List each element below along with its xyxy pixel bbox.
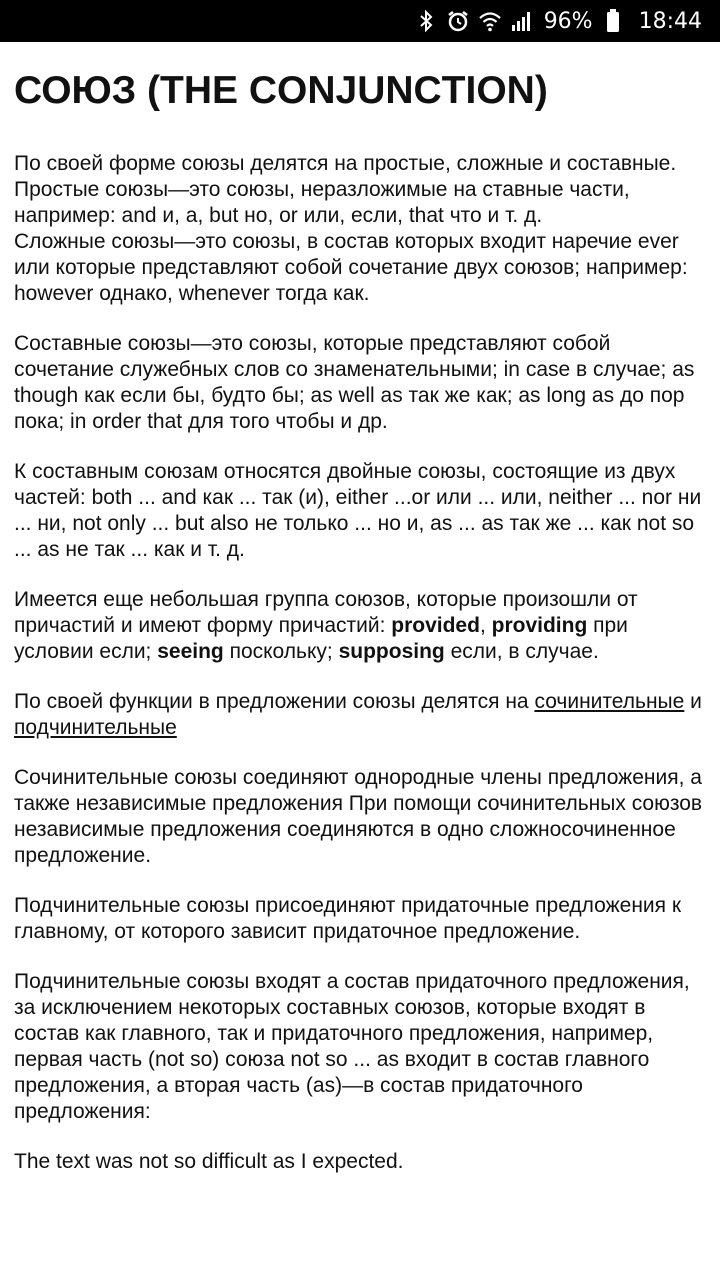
paragraph-compound: Составные союзы—это союзы, которые представляют собой сочетание служебных слов со знаменательными; in case в случае; as though как если бы, будто бы; as well as так же как; as long as до пор пока; in order that для того чтобы и др. (14, 331, 695, 433)
paragraph-participles (14, 587, 706, 665)
alarm-icon (446, 9, 470, 33)
paragraph-coordinating: Сочинительные союзы соединяют однородные члены предложения, а также независимые предложения При помощи сочинительных союзов независимые предложения соединяются в одно сложносочиненное предложение. (14, 765, 703, 867)
paragraph-forms (14, 151, 706, 307)
paragraph-double: К составным союзам относятся двойные союзы, состоящие из двух частей: both ... and как ... так (и), either ...or или ... или, neither ... nor ни ... ни, not only ... but also не только ... но и, as ... as так же ... как not so ... as не так ... как и т. д. (14, 459, 702, 561)
term-seeing: seeing (157, 639, 224, 663)
term-provided: provided (391, 613, 480, 637)
text-segment: Имеется еще небольшая группа союзов, которые произошли от причастий и имеют форму причастий: (14, 587, 638, 637)
term-providing: providing (491, 613, 588, 637)
term-supposing: supposing (338, 639, 445, 663)
paragraph-forms-line-3: Сложные союзы—это союзы, в состав которых входит наречие ever или которые представляют собой сочетание двух союзов; например: however однако, whenever тогда как. (14, 229, 688, 305)
paragraph-subordinating-detail: Подчинительные союзы входят а состав придаточного предложения, за исключением некоторых составных союзов, которые входят в состав как главного, так и придаточного предложения, например, первая часть (not so) союза not so ... as входит в состав главного предложения, а вторая часть (as)—в состав придаточного предложения: (14, 969, 690, 1123)
battery-percentage: 96% (543, 8, 593, 34)
text-segment: и (684, 689, 702, 713)
text-segment: если, в случае. (444, 639, 599, 663)
paragraph-function (14, 689, 706, 741)
paragraph-subordinating: Подчинительные союзы присоединяют придаточные предложения к главному, от которого зависит придаточное предложение. (14, 893, 682, 943)
signal-icon (510, 9, 534, 33)
paragraph-forms-line-1: По своей форме союзы делятся на простые, сложные и составные. (14, 151, 677, 175)
clock: 18:44 (638, 8, 702, 34)
link-subordinating[interactable]: подчинительные (14, 715, 177, 739)
article (0, 42, 720, 1175)
paragraph-example: The text was not so difficult as I expected. (14, 1149, 404, 1173)
text-segment: По своей функции в предложении союзы делятся на (14, 689, 535, 713)
link-coordinating[interactable]: сочинительные (534, 689, 685, 713)
battery-icon (601, 9, 625, 33)
paragraph-forms-line-2: Простые союзы—это союзы, неразложимые на ставные части, например: and и, a, but но, or или, если, that что и т. д. (14, 177, 630, 227)
text-segment: поскольку; (223, 639, 339, 663)
page-title: СОЮЗ (THE CONJUNCTION) (14, 69, 548, 112)
bluetooth-icon (414, 9, 438, 33)
text-segment: , (479, 613, 492, 637)
text-segment: при условии если; (14, 613, 628, 663)
status-bar (0, 0, 720, 42)
wifi-icon (478, 9, 502, 33)
